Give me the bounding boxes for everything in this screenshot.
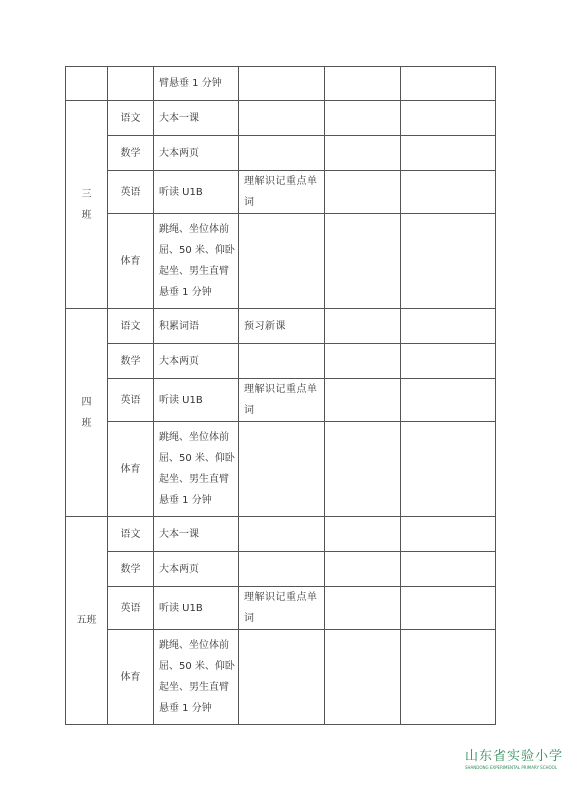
requirement-cell [239, 630, 325, 725]
requirement-cell [239, 517, 325, 552]
table-row [66, 517, 496, 552]
requirement-cell [239, 101, 325, 136]
task-cell: 听读 U1B [154, 587, 239, 630]
empty-cell [401, 630, 496, 725]
table-row [66, 214, 496, 309]
class-name-cell [66, 101, 108, 309]
empty-cell [325, 630, 401, 725]
empty-cell [401, 214, 496, 309]
task-cell: 积累词语 [154, 309, 239, 344]
class-cell [66, 67, 108, 101]
subject-cell: 英语 [108, 171, 154, 214]
subject-cell: 语文 [108, 309, 154, 344]
table-row [66, 309, 496, 344]
subject-cell: 体育 [108, 214, 154, 309]
empty-cell [401, 344, 496, 379]
empty-cell [401, 309, 496, 344]
empty-cell [325, 101, 401, 136]
empty-cell [325, 214, 401, 309]
homework-table [65, 66, 496, 725]
requirement-cell [239, 422, 325, 517]
task-cell: 跳绳、坐位体前屈、50 米、仰卧起坐、男生直臂悬垂 1 分钟 [154, 214, 239, 309]
subject-cell: 数学 [108, 552, 154, 587]
subject-cell: 体育 [108, 422, 154, 517]
requirement-cell [239, 214, 325, 309]
task-cell: 听读 U1B [154, 379, 239, 422]
empty-cell [401, 422, 496, 517]
empty-cell [325, 422, 401, 517]
task-cell: 大本两页 [154, 344, 239, 379]
task-cell: 大本两页 [154, 136, 239, 171]
table-row [66, 379, 496, 422]
requirement-cell: 预习新课 [239, 309, 325, 344]
empty-cell [325, 517, 401, 552]
task-cell: 跳绳、坐位体前屈、50 米、仰卧起坐、男生直臂悬垂 1 分钟 [154, 630, 239, 725]
requirement-cell [239, 552, 325, 587]
subject-cell: 英语 [108, 587, 154, 630]
school-logo-name: 山东省实验小学 [465, 749, 564, 764]
requirement-cell [239, 344, 325, 379]
empty-cell [325, 552, 401, 587]
table-row [66, 630, 496, 725]
table-row [66, 344, 496, 379]
empty-cell [401, 101, 496, 136]
empty-cell [401, 136, 496, 171]
table-row [66, 136, 496, 171]
requirement-cell: 理解识记重点单词 [239, 171, 325, 214]
empty-cell [325, 587, 401, 630]
table-row [66, 587, 496, 630]
task-cell: 听读 U1B [154, 171, 239, 214]
task-cell: 跳绳、坐位体前屈、50 米、仰卧起坐、男生直臂悬垂 1 分钟 [154, 422, 239, 517]
empty-cell [401, 171, 496, 214]
table-row [66, 552, 496, 587]
empty-cell [401, 587, 496, 630]
subject-cell: 英语 [108, 379, 154, 422]
class-name-cell [66, 517, 108, 725]
school-logo [465, 749, 565, 771]
subject-cell: 体育 [108, 630, 154, 725]
requirement-cell [239, 67, 325, 101]
empty-cell [325, 171, 401, 214]
empty-cell [325, 344, 401, 379]
empty-cell [401, 379, 496, 422]
requirement-cell [239, 136, 325, 171]
task-cell: 臂悬垂 1 分钟 [154, 67, 239, 101]
empty-cell [325, 136, 401, 171]
empty-cell [401, 517, 496, 552]
empty-cell [325, 379, 401, 422]
subject-cell [108, 67, 154, 101]
requirement-cell: 理解识记重点单词 [239, 379, 325, 422]
task-cell: 大本一课 [154, 101, 239, 136]
requirement-cell: 理解识记重点单词 [239, 587, 325, 630]
table-row [66, 67, 496, 101]
table-row [66, 422, 496, 517]
task-cell: 大本两页 [154, 552, 239, 587]
class-name: 五班 [76, 615, 97, 626]
class-name: 三班 [81, 188, 92, 221]
empty-cell [401, 552, 496, 587]
school-logo-subtitle: SHANDONG EXPERIMENTAL PRIMARY SCHOOL [465, 765, 558, 770]
class-name: 四班 [81, 396, 92, 429]
empty-cell [401, 67, 496, 101]
subject-cell: 数学 [108, 344, 154, 379]
subject-cell: 语文 [108, 517, 154, 552]
subject-cell: 数学 [108, 136, 154, 171]
empty-cell [325, 67, 401, 101]
table-row [66, 101, 496, 136]
class-name-cell [66, 309, 108, 517]
task-cell: 大本一课 [154, 517, 239, 552]
subject-cell: 语文 [108, 101, 154, 136]
empty-cell [325, 309, 401, 344]
table-row [66, 171, 496, 214]
